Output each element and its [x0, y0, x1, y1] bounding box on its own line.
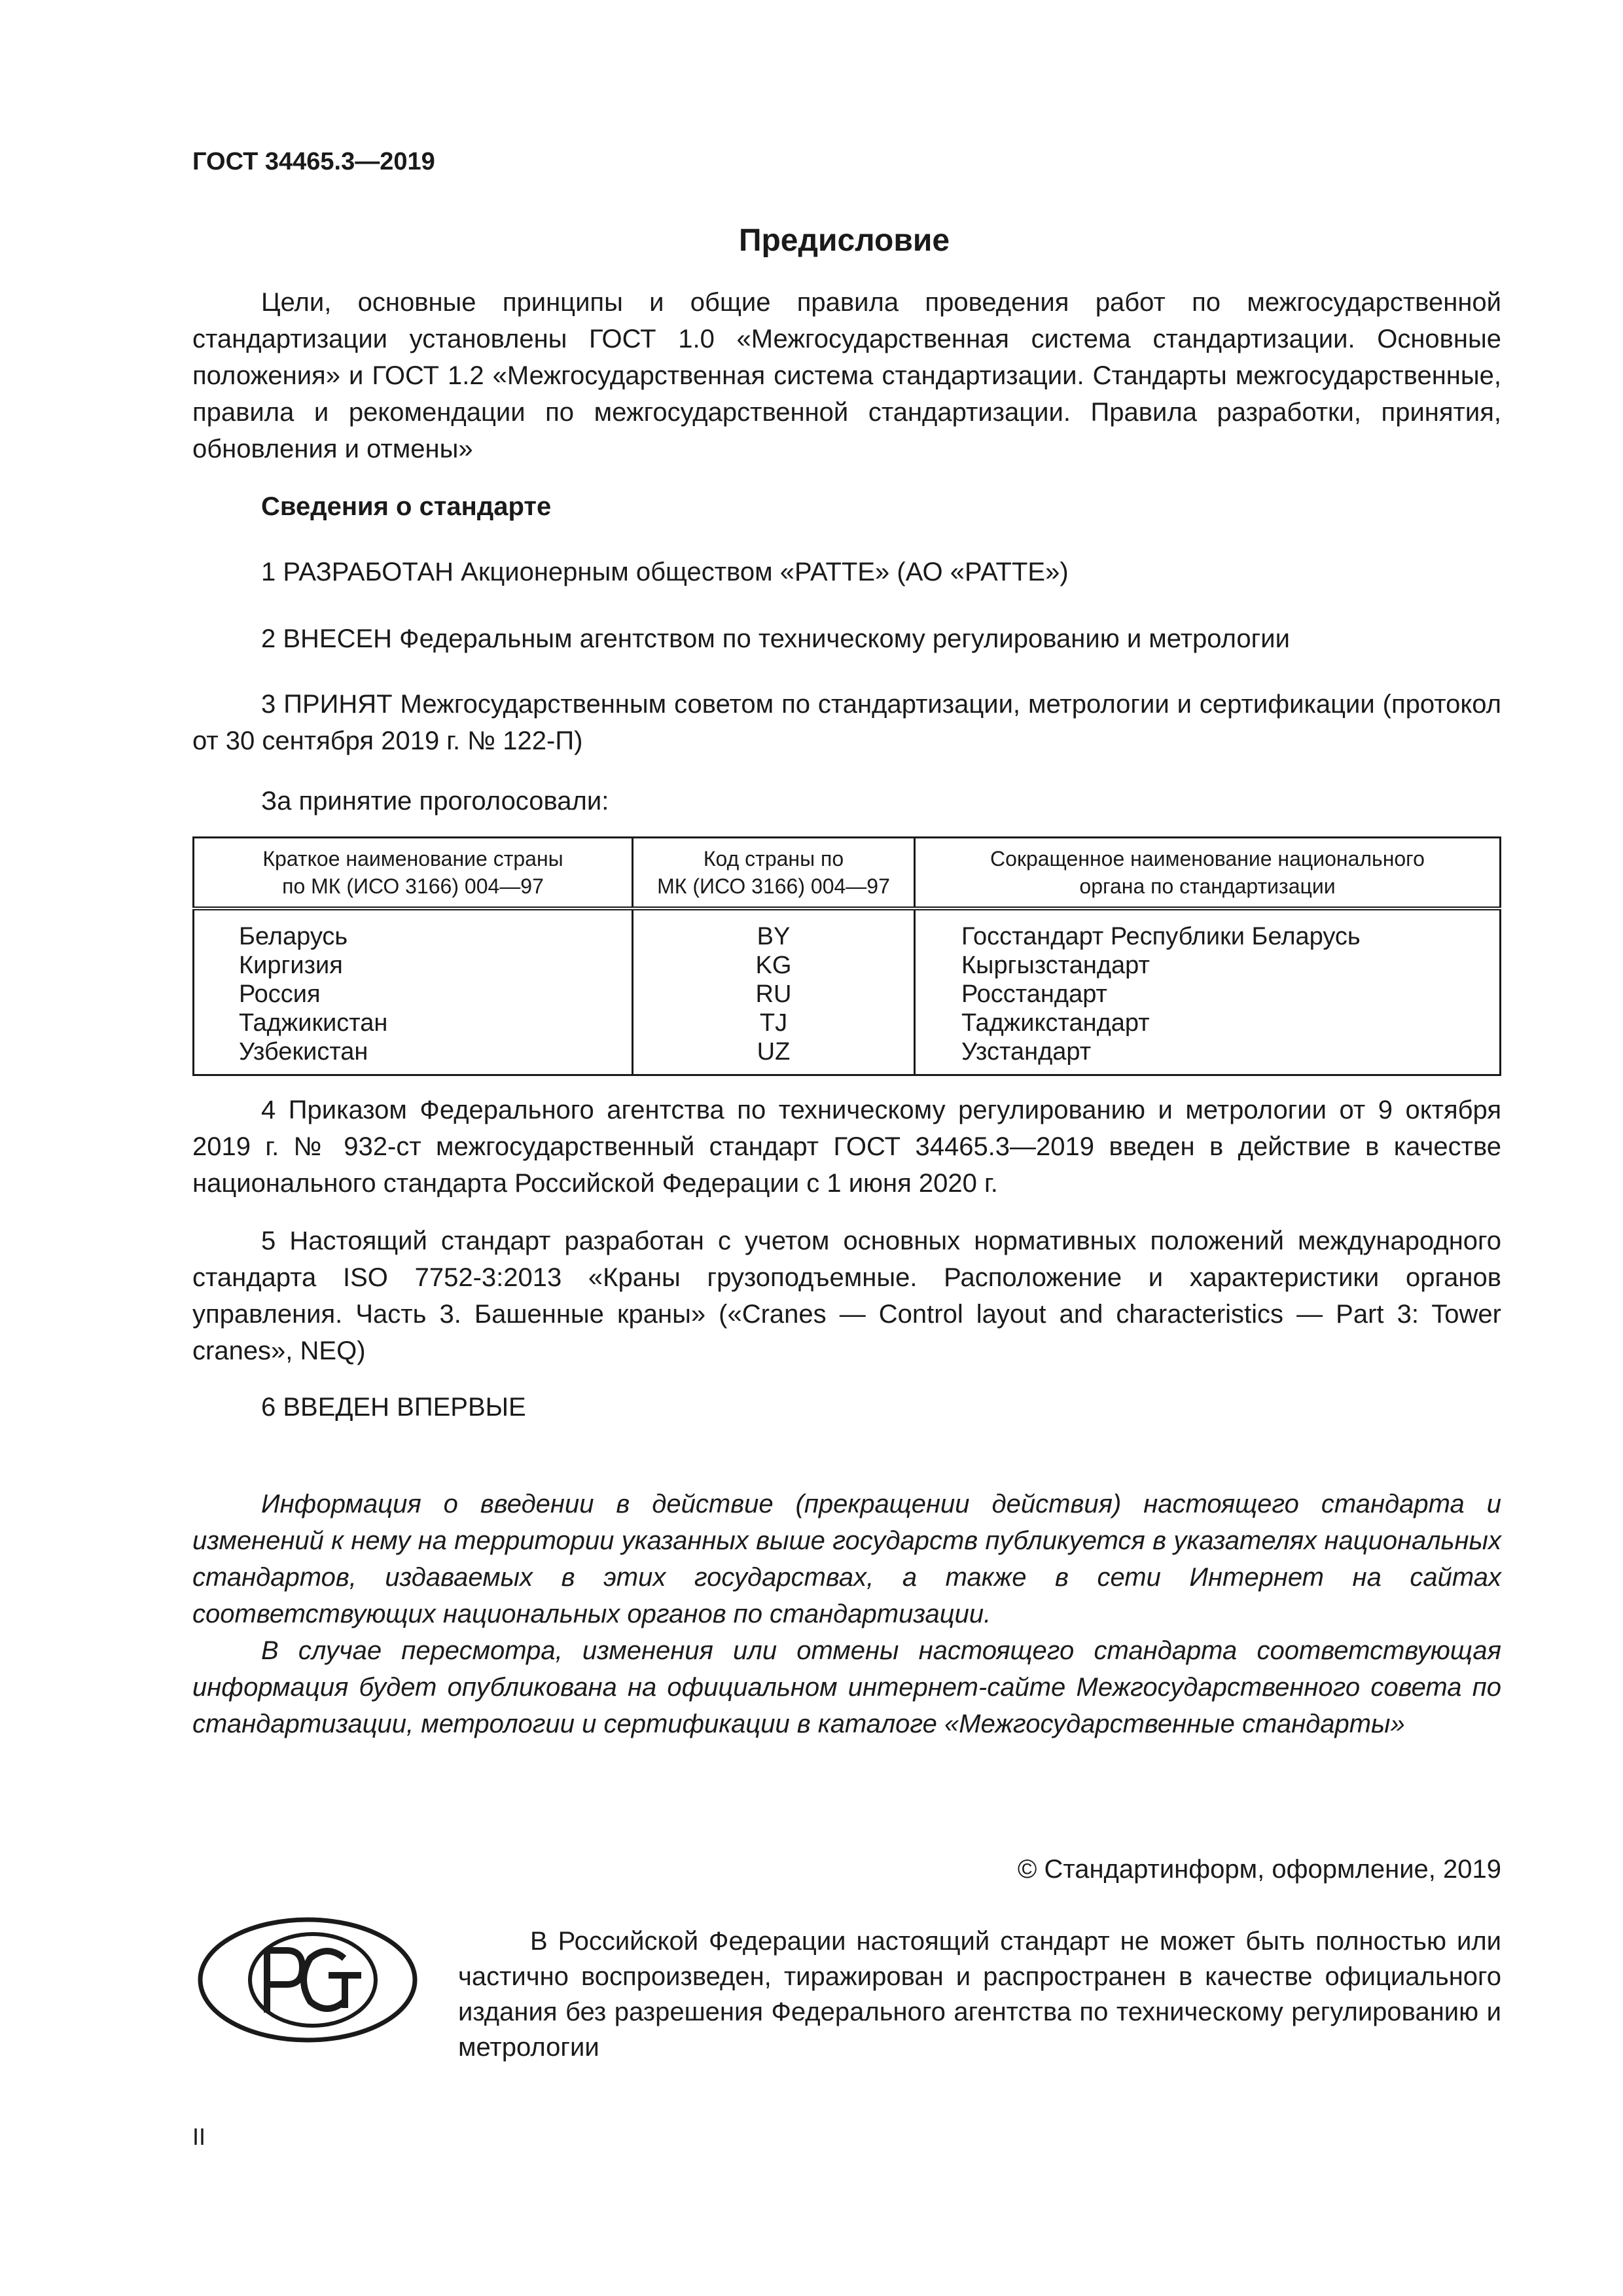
table-cell-code: TJ [759, 1009, 788, 1037]
voted-label: За принятие проголосовали: [261, 787, 609, 816]
table-cell-country: Таджикистан [239, 1009, 388, 1037]
table-cell-code: KG [755, 952, 792, 979]
item-1: 1 РАЗРАБОТАН Акционерным обществом «РАТТЕ» (АО «РАТТЕ») [261, 558, 1069, 586]
table-cell-body: Госстандарт Республики Беларусь [961, 923, 1361, 950]
info-paragraph-1: Информация о введении в действие (прекращении действия) настоящего стандарта и изменений к нему на территории указанных выше государств публикуется в указателях национальных стандартов, издаваемых в этих государствах, а также в сети Интернет на сайтах соответствующих национальных органов по стандартизации. [192, 1490, 1501, 1628]
rst-logo-svg [196, 1898, 419, 2062]
info-paragraph-2: В случае пересмотра, изменения или отмены настоящего стандарта соответствующая информация будет опубликована на официальном интернет-сайте Межгосударственного совета по стандартизации, метрологии и сертификации в каталоге «Межгосударственные стандарты» [192, 1636, 1501, 1738]
item-3: 3 ПРИНЯТ Межгосударственным советом по стандартизации, метрологии и сертификации (протокол от 30 сентября 2019 г. № 122-П) [192, 690, 1501, 755]
copyright-line: © Стандартинформ, оформление, 2019 [1017, 1855, 1501, 1884]
table-header-body: Сокращенное наименование национального органа по стандартизации [915, 838, 1501, 909]
voting-table [192, 836, 1501, 1076]
table-cell-country: Узбекистан [239, 1038, 368, 1066]
code-column [633, 908, 915, 1075]
table-header-code: Код страны по МК (ИСО 3166) 004—97 [633, 838, 915, 909]
table-cell-body: Росстандарт [961, 980, 1107, 1008]
table-cell-country: Беларусь [239, 923, 348, 950]
table-cell-body: Узстандарт [961, 1038, 1092, 1066]
table-cell-country: Киргизия [239, 952, 343, 979]
rst-certification-mark-icon [196, 1898, 419, 2062]
page-number: II [192, 2123, 206, 2150]
table-cell-country: Россия [239, 980, 321, 1008]
section-heading: Сведения о стандарте [261, 492, 552, 521]
intro-paragraph: Цели, основные принципы и общие правила проведения работ по межгосударственной стандартизации установлены ГОСТ 1.0 «Межгосударственная система стандартизации. Основные положения» и ГОСТ 1.2 «Межгосударственная система стандартизации. Стандарты межгосударственные, правила и рекомендации по межгосударственной стандартизации. Правила разработки, принятия, обновления и отмены» [192, 288, 1501, 463]
table-cell-code: UZ [757, 1038, 791, 1066]
document-code-header: ГОСТ 34465.3—2019 [192, 148, 435, 175]
table-header-row [194, 838, 1501, 909]
body-column [915, 908, 1501, 1075]
reproduction-notice: В Российской Федерации настоящий стандарт не может быть полностью или частично воспроизведен, тиражирован и распространен в качестве официального издания без разрешения Федерального агентства по техническому регулированию и метрологии [458, 1927, 1501, 2062]
item-5: 5 Настоящий стандарт разработан с учетом основных нормативных положений международного стандарта ISO 7752-3:2013 «Краны грузоподъемные. Расположение и характеристики органов управления. Часть 3. Башенные краны» («Cranes — Control layout and characteristics — Part 3: Tower cranes», NEQ) [192, 1227, 1501, 1365]
item-2: 2 ВНЕСЕН Федеральным агентством по техническому регулированию и метрологии [261, 624, 1290, 653]
table-header-country: Краткое наименование страны по МК (ИСО 3166) 004—97 [194, 838, 633, 909]
table-body-row [194, 908, 1501, 1075]
country-column [194, 908, 633, 1075]
table-cell-code: RU [755, 980, 792, 1008]
item-4: 4 Приказом Федерального агентства по техническому регулированию и метрологии от 9 октября 2019 г. № 932-ст межгосударственный стандарт ГОСТ 34465.3—2019 введен в действие в качестве национального стандарта Российской Федерации с 1 июня 2020 г. [192, 1096, 1501, 1198]
item-6: 6 ВВЕДЕН ВПЕРВЫЕ [261, 1393, 526, 1422]
page-title: Предисловие [738, 223, 950, 258]
table-cell-body: Таджикстандарт [961, 1009, 1150, 1037]
table-cell-code: BY [757, 923, 791, 950]
table-cell-body: Кыргызстандарт [961, 952, 1150, 979]
